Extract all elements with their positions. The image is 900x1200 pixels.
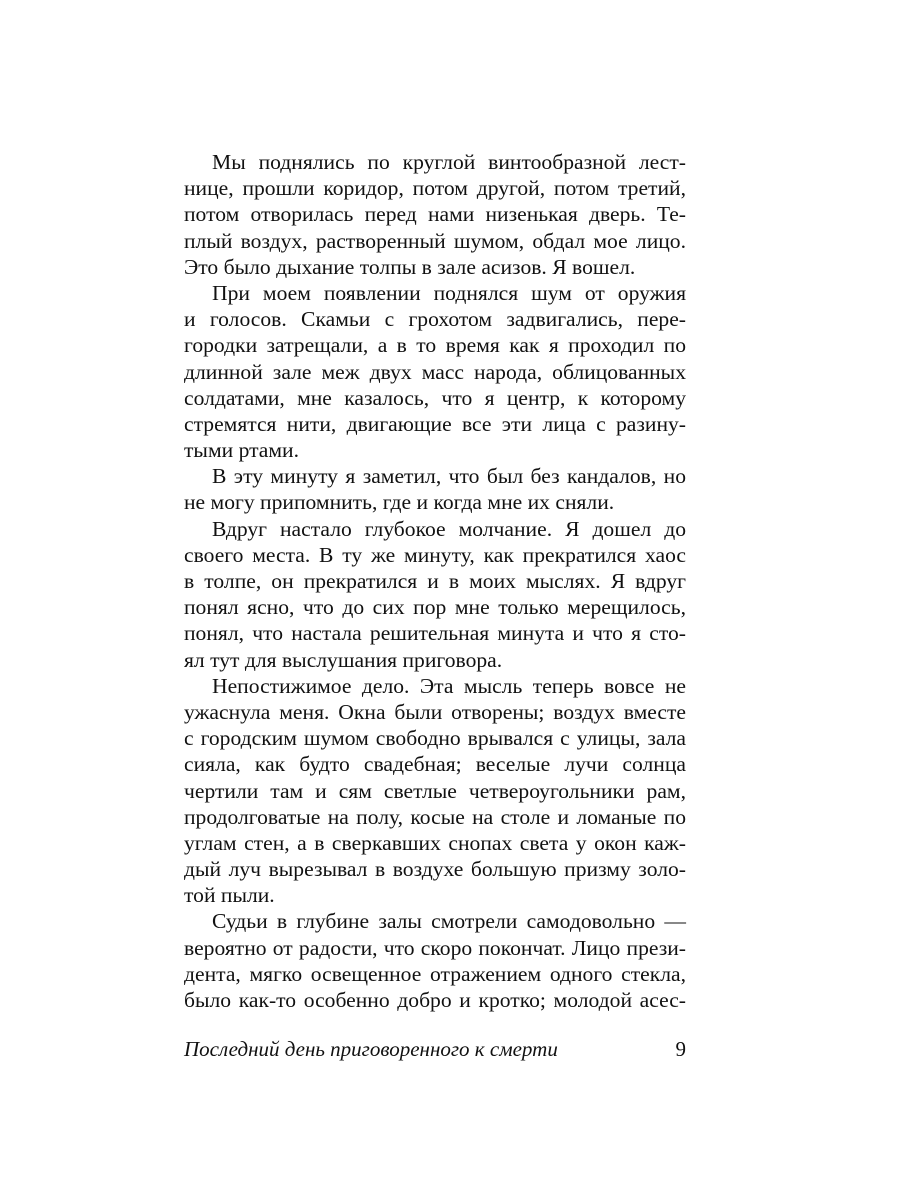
text-line: было как-то особенно добро и кротко; молодой асес-: [184, 988, 686, 1012]
text-line: вероятно от радости, что скоро покончат. Лицо прези-: [184, 935, 686, 960]
text-line: тыми ртами.: [184, 438, 299, 463]
text-line: нице, прошли коридор, потом другой, потом третий,: [184, 176, 686, 201]
text-line: Судьи в глубине залы смотрели самодовольно —: [212, 909, 686, 934]
text-line: солдатами, мне казалось, что я центр, к которому: [184, 385, 686, 410]
text-line: углам стен, а в сверкавших снопах света у окон каж-: [184, 830, 686, 855]
text-line: и голосов. Скамьи с грохотом задвигались, пере-: [184, 307, 686, 332]
text-line: понял, что настала решительная минута и что я сто-: [184, 621, 686, 646]
text-line: той пыли.: [184, 883, 275, 908]
text-line: в толпе, он прекратился и в моих мыслях. Я вдруг: [184, 569, 686, 593]
text-line: ял тут для выслушания приговора.: [184, 647, 503, 672]
running-title: Последний день приговоренного к смерти: [184, 1037, 558, 1061]
text-line: Мы поднялись по круглой винтообразной лест-: [212, 150, 686, 174]
text-line: потом отворилась перед нами низенькая дверь. Те-: [184, 202, 686, 227]
text-line: В эту минуту я заметил, что был без кандалов, но: [212, 464, 686, 489]
text-line: не могу припомнить, где и когда мне их сняли.: [184, 490, 615, 515]
text-line: своего места. В ту же минуту, как прекратился хаос: [184, 542, 686, 567]
body-text: [184, 149, 686, 1013]
text-line: сияла, как будто свадебная; веселые лучи солнца: [184, 752, 686, 777]
text-line: городки затрещали, а в то время как я проходил по: [184, 333, 686, 358]
text-line: Непостижимое дело. Эта мысль теперь вовсе не: [212, 673, 686, 698]
text-line: с городским шумом свободно врывался с улицы, зала: [184, 726, 686, 751]
text-line: продолговатые на полу, косые на столе и ломаные по: [184, 804, 686, 829]
text-line: чертили там и сям светлые четвероугольники рам,: [184, 778, 686, 803]
text-line: При моем появлении поднялся шум от оружия: [212, 280, 686, 305]
text-line: дый луч вырезывал в воздухе большую призму золо-: [184, 857, 686, 882]
text-line: плый воздух, растворенный шумом, обдал мое лицо.: [184, 228, 686, 253]
text-line: дента, мягко освещенное отражением одного стекла,: [184, 961, 686, 986]
page-number: 9: [675, 1037, 686, 1061]
text-line: понял ясно, что до сих пор мне только мерещилось,: [184, 595, 686, 620]
text-line: длинной зале меж двух масс народа, облицованных: [184, 359, 686, 384]
page-footer: [184, 1034, 686, 1064]
text-line: Это было дыхание толпы в зале асизов. Я вошел.: [184, 254, 636, 279]
text-line: ужаснула меня. Окна были отворены; воздух вместе: [184, 699, 686, 724]
text-line: стремятся нити, двигающие все эти лица с разину-: [184, 411, 686, 436]
text-line: Вдруг настало глубокое молчание. Я дошел до: [212, 516, 686, 541]
